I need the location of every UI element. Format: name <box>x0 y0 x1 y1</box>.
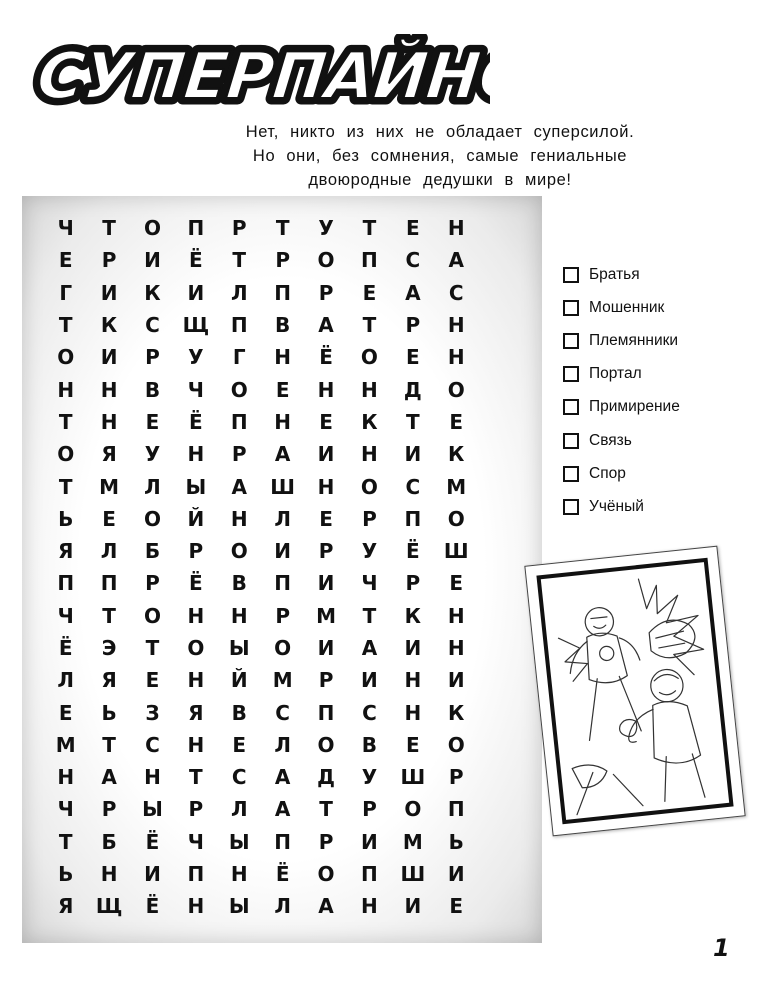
grid-letter[interactable]: Е <box>58 248 73 273</box>
grid-letter[interactable]: Е <box>449 894 464 919</box>
grid-letter[interactable]: Ь <box>448 829 464 854</box>
grid-letter[interactable]: Н <box>187 732 205 757</box>
grid-letter[interactable]: А <box>448 248 464 273</box>
grid-letter[interactable]: Д <box>317 765 335 790</box>
word-list-item <box>563 457 680 490</box>
grid-letter[interactable]: Ё <box>319 345 333 370</box>
grid-letter[interactable]: Р <box>231 216 247 241</box>
grid-row <box>22 729 542 761</box>
page-number: 1 <box>713 934 730 962</box>
grid-letter[interactable]: Ё <box>145 894 160 919</box>
grid-row <box>22 890 542 922</box>
grid-letter[interactable]: О <box>143 506 161 531</box>
grid-letter[interactable]: И <box>317 442 335 467</box>
grid-letter[interactable]: Я <box>188 700 204 725</box>
word-label: Племянники <box>589 331 679 349</box>
grid-letter[interactable]: И <box>187 280 205 305</box>
grid-letter[interactable]: Р <box>362 506 377 531</box>
grid-letter[interactable]: С <box>145 732 160 757</box>
grid-letter[interactable]: Ё <box>189 248 203 273</box>
superheroes-illustration <box>541 562 729 820</box>
grid-letter[interactable]: Ч <box>187 829 204 854</box>
grid-letter[interactable]: Е <box>449 571 464 596</box>
grid-letter[interactable]: Е <box>362 280 377 305</box>
grid-letter[interactable]: Ё <box>189 571 203 596</box>
grid-letter[interactable]: Е <box>449 409 464 434</box>
grid-letter[interactable]: Т <box>102 732 116 757</box>
grid-letter[interactable]: Н <box>187 894 205 919</box>
grid-letter[interactable]: Ё <box>58 636 73 660</box>
grid-letter[interactable]: П <box>274 280 292 305</box>
grid-letter[interactable]: А <box>361 636 378 660</box>
grid-letter[interactable]: Ш <box>400 765 426 790</box>
grid-letter[interactable]: О <box>57 345 75 370</box>
word-checkbox[interactable] <box>563 300 579 316</box>
grid-letter[interactable]: Е <box>275 377 290 402</box>
grid-row <box>22 793 542 825</box>
grid-letter[interactable]: Е <box>58 700 73 725</box>
grid-letter[interactable]: Л <box>274 894 291 919</box>
grid-letter[interactable]: В <box>361 732 378 757</box>
grid-letter[interactable]: Н <box>57 765 75 790</box>
title-logo <box>30 34 490 114</box>
grid-row <box>22 696 542 728</box>
word-label: Мошенник <box>589 298 665 316</box>
grid-letter[interactable]: Я <box>101 668 117 693</box>
grid-letter[interactable]: К <box>361 409 378 434</box>
grid-letter[interactable]: И <box>144 862 161 887</box>
grid-letter[interactable]: К <box>100 313 118 338</box>
grid-letter[interactable]: Т <box>145 636 160 660</box>
word-list-item <box>563 291 680 324</box>
word-label: Портал <box>589 365 642 383</box>
grid-letter[interactable]: Н <box>230 603 248 628</box>
grid-row <box>22 664 542 696</box>
grid-letter[interactable]: Р <box>405 571 421 596</box>
word-list-item <box>563 490 680 523</box>
grid-letter[interactable]: В <box>231 700 247 725</box>
fist-icon-2 <box>619 719 638 738</box>
grid-letter[interactable]: Ё <box>275 862 290 887</box>
grid-letter[interactable]: Н <box>274 345 292 370</box>
grid-letter[interactable]: П <box>57 571 75 596</box>
grid-letter[interactable]: Н <box>230 862 248 887</box>
word-list-item <box>563 258 680 291</box>
grid-letter[interactable]: Б <box>144 539 161 564</box>
grid-letter[interactable]: Т <box>275 216 290 241</box>
grid-letter[interactable]: Ш <box>400 862 426 887</box>
grid-letter[interactable]: М <box>55 732 76 757</box>
grid-letter[interactable]: У <box>318 216 334 241</box>
grid-letter[interactable]: И <box>404 636 422 660</box>
grid-letter[interactable]: П <box>230 409 248 434</box>
title-outline: СУПЕРПАЙНСЫ <box>33 39 490 114</box>
grid-letter[interactable]: Р <box>145 571 160 596</box>
grid-letter[interactable]: П <box>230 313 248 338</box>
word-label: Связь <box>589 431 632 449</box>
grid-letter[interactable]: Ш <box>270 474 295 499</box>
word-label: Примирение <box>589 398 680 416</box>
word-label: Спор <box>589 464 626 482</box>
grid-letter[interactable]: Г <box>232 345 246 370</box>
grid-letter[interactable]: А <box>274 765 291 790</box>
grid-letter[interactable]: Т <box>58 313 73 338</box>
intro-text <box>205 120 675 192</box>
grid-letter[interactable]: П <box>447 797 465 822</box>
grid-letter[interactable]: С <box>405 248 421 273</box>
grid-letter[interactable]: Р <box>275 603 290 628</box>
grid-letter[interactable]: С <box>145 313 160 338</box>
word-list-item <box>563 358 680 391</box>
grid-letter[interactable]: Т <box>102 603 116 628</box>
word-label: Учёный <box>589 497 644 515</box>
grid-letter[interactable]: П <box>317 700 335 725</box>
grid-letter[interactable]: Щ <box>182 313 210 338</box>
grid-letter[interactable]: Р <box>448 765 464 790</box>
coloring-picture <box>524 546 745 837</box>
grid-letter[interactable]: К <box>448 700 465 725</box>
intro-line: двоюродные дедушки в мире! <box>308 171 572 189</box>
grid-letter[interactable]: Л <box>57 668 74 693</box>
grid-letter[interactable]: Ч <box>187 377 204 402</box>
grid-letter[interactable]: М <box>99 474 120 499</box>
word-list-item <box>563 324 680 357</box>
grid-letter[interactable]: Н <box>447 345 465 370</box>
grid-letter[interactable]: Р <box>231 442 247 467</box>
grid-letter[interactable]: О <box>317 732 335 757</box>
word-search-grid <box>22 212 542 923</box>
grid-letter[interactable]: Й <box>230 668 248 693</box>
grid-letter[interactable]: К <box>144 280 161 305</box>
grid-letter[interactable]: Т <box>362 313 377 338</box>
fist-icon <box>648 618 697 660</box>
grid-letter[interactable]: О <box>317 862 335 887</box>
grid-row <box>22 600 542 632</box>
grid-letter[interactable]: И <box>100 345 118 370</box>
grid-letter[interactable]: Н <box>57 377 75 402</box>
grid-letter[interactable]: Г <box>59 280 73 305</box>
word-checkbox[interactable] <box>563 333 579 349</box>
grid-letter[interactable]: Щ <box>95 894 123 919</box>
grid-letter[interactable]: Т <box>362 603 377 628</box>
grid-letter[interactable]: Н <box>274 409 292 434</box>
grid-letter[interactable]: Н <box>447 216 465 241</box>
grid-letter[interactable]: И <box>404 894 422 919</box>
grid-letter[interactable]: Р <box>145 345 160 370</box>
grid-letter[interactable]: О <box>230 377 248 402</box>
grid-letter[interactable]: Н <box>187 603 205 628</box>
grid-letter[interactable]: Ы <box>228 636 250 660</box>
grid-letter[interactable]: П <box>187 862 205 887</box>
intro-line: Но они, без сомнения, самые гениальные <box>252 147 628 165</box>
grid-letter[interactable]: И <box>317 636 335 660</box>
grid-letter[interactable]: Е <box>405 732 420 757</box>
grid-letter[interactable]: О <box>447 506 465 531</box>
grid-letter[interactable]: Н <box>447 636 465 660</box>
grid-letter[interactable]: Е <box>405 345 420 370</box>
grid-letter[interactable]: А <box>318 894 334 919</box>
grid-row <box>22 503 542 535</box>
grid-letter[interactable]: Я <box>57 894 74 919</box>
grid-letter[interactable]: Т <box>319 797 333 822</box>
grid-letter[interactable]: Ы <box>228 894 250 919</box>
grid-letter[interactable]: Е <box>102 506 116 531</box>
grid-row <box>22 826 542 858</box>
grid-letter[interactable]: Ч <box>57 603 74 628</box>
grid-row <box>22 470 542 502</box>
intro-line: Нет, никто из них не обладает суперсилой. <box>245 123 635 141</box>
grid-letter[interactable]: П <box>361 248 378 273</box>
grid-letter[interactable]: Р <box>405 313 421 338</box>
grid-row <box>22 277 542 309</box>
grid-letter[interactable]: О <box>230 539 248 564</box>
grid-letter[interactable]: Ы <box>228 829 250 854</box>
grid-letter[interactable]: У <box>361 539 378 564</box>
grid-letter[interactable]: Н <box>317 377 335 402</box>
grid-letter[interactable]: А <box>318 313 334 338</box>
grid-letter[interactable]: Л <box>274 506 291 531</box>
grid-letter[interactable]: О <box>404 797 422 822</box>
grid-letter[interactable]: Р <box>318 539 334 564</box>
grid-letter[interactable]: А <box>231 474 247 499</box>
grid-letter[interactable]: Н <box>404 700 422 725</box>
grid-letter[interactable]: М <box>446 474 467 499</box>
grid-letter[interactable]: И <box>361 829 378 854</box>
grid-letter[interactable]: А <box>405 280 421 305</box>
grid-letter[interactable]: А <box>101 765 117 790</box>
word-list-item <box>563 391 680 424</box>
grid-row <box>22 341 542 373</box>
grid-letter[interactable]: Я <box>57 539 74 564</box>
grid-letter[interactable]: В <box>144 377 161 402</box>
grid-letter[interactable]: Н <box>100 377 118 402</box>
grid-letter[interactable]: М <box>272 668 293 693</box>
grid-letter[interactable]: Ё <box>189 409 203 434</box>
grid-letter[interactable]: П <box>361 862 378 887</box>
grid-letter[interactable]: С <box>275 700 290 725</box>
word-checkbox[interactable] <box>563 433 579 449</box>
word-checkbox[interactable] <box>563 267 579 283</box>
grid-row <box>22 761 542 793</box>
grid-letter[interactable]: Р <box>101 248 117 273</box>
grid-letter[interactable]: Ь <box>101 700 117 725</box>
grid-letter[interactable]: Н <box>447 313 465 338</box>
grid-row <box>22 535 542 567</box>
grid-letter[interactable]: Р <box>275 248 290 273</box>
grid-letter[interactable]: Н <box>100 862 118 887</box>
grid-letter[interactable]: О <box>57 442 75 467</box>
grid-letter[interactable]: Т <box>189 765 203 790</box>
grid-letter[interactable]: Ь <box>58 506 74 531</box>
grid-letter[interactable]: С <box>362 700 377 725</box>
grid-letter[interactable]: У <box>144 442 161 467</box>
grid-letter[interactable]: И <box>447 668 465 693</box>
grid-letter[interactable]: Й <box>187 506 205 531</box>
grid-letter[interactable]: Р <box>318 668 334 693</box>
grid-row <box>22 309 542 341</box>
grid-letter[interactable]: Л <box>100 539 118 564</box>
grid-letter[interactable]: К <box>448 442 465 467</box>
grid-letter[interactable]: Н <box>230 506 248 531</box>
grid-letter[interactable]: Н <box>361 377 378 402</box>
word-checkbox[interactable] <box>563 499 579 515</box>
grid-letter[interactable]: Ё <box>145 829 160 854</box>
grid-letter[interactable]: И <box>274 539 292 564</box>
word-list-item <box>563 424 680 457</box>
grid-row <box>22 373 542 405</box>
grid-letter[interactable]: А <box>274 797 291 822</box>
grid-letter[interactable]: Л <box>230 280 248 305</box>
grid-letter[interactable]: Л <box>274 732 291 757</box>
grid-letter[interactable]: Р <box>318 280 334 305</box>
grid-letter[interactable]: Т <box>405 409 420 434</box>
grid-letter[interactable]: Р <box>101 797 117 822</box>
word-list <box>563 258 680 524</box>
burst-lines-icon <box>638 573 706 679</box>
picture-frame <box>536 558 733 825</box>
grid-letter[interactable]: Т <box>232 248 247 273</box>
grid-letter[interactable]: Я <box>101 442 117 467</box>
grid-letter[interactable]: Д <box>403 377 422 402</box>
grid-letter[interactable]: С <box>448 280 464 305</box>
word-checkbox[interactable] <box>563 466 579 482</box>
grid-letter[interactable]: Ы <box>185 474 207 499</box>
grid-letter[interactable]: Н <box>187 442 205 467</box>
grid-letter[interactable]: Н <box>404 668 422 693</box>
grid-letter[interactable]: С <box>231 765 247 790</box>
grid-letter[interactable]: О <box>187 636 205 660</box>
grid-letter[interactable]: Е <box>145 409 160 434</box>
grid-letter[interactable]: А <box>274 442 291 467</box>
word-checkbox[interactable] <box>563 366 579 382</box>
grid-letter[interactable]: У <box>188 345 204 370</box>
grid-letter[interactable]: О <box>447 377 465 402</box>
grid-letter[interactable]: В <box>231 571 247 596</box>
grid-letter[interactable]: Ь <box>58 862 74 887</box>
grid-letter[interactable]: И <box>361 668 378 693</box>
grid-row <box>22 438 542 470</box>
grid-letter[interactable]: О <box>274 636 292 660</box>
grid-letter[interactable]: Р <box>362 797 377 822</box>
grid-letter[interactable]: П <box>404 506 422 531</box>
grid-letter[interactable]: О <box>360 474 378 499</box>
grid-letter[interactable]: Ч <box>57 797 74 822</box>
grid-row <box>22 632 542 664</box>
grid-letter[interactable]: О <box>360 345 378 370</box>
grid-letter[interactable]: П <box>100 571 118 596</box>
grid-letter[interactable]: Т <box>58 829 73 854</box>
grid-letter[interactable]: Л <box>144 474 161 499</box>
grid-letter[interactable]: Т <box>362 216 377 241</box>
grid-letter[interactable]: Б <box>101 829 117 854</box>
grid-letter[interactable]: Н <box>317 474 335 499</box>
grid-letter[interactable]: Р <box>188 539 204 564</box>
grid-letter[interactable]: Е <box>145 668 160 693</box>
grid-row <box>22 406 542 438</box>
grid-letter[interactable]: Н <box>187 668 205 693</box>
grid-letter[interactable]: М <box>316 603 336 628</box>
grid-letter[interactable]: О <box>143 603 161 628</box>
grid-letter[interactable]: Н <box>361 442 378 467</box>
grid-letter[interactable]: О <box>317 248 335 273</box>
grid-letter[interactable]: И <box>317 571 335 596</box>
grid-letter[interactable]: Е <box>405 216 420 241</box>
grid-letter[interactable]: Л <box>230 797 248 822</box>
grid-letter[interactable]: Р <box>188 797 204 822</box>
grid-letter[interactable]: В <box>275 313 291 338</box>
word-label: Братья <box>589 265 640 283</box>
grid-letter[interactable]: Т <box>102 216 116 241</box>
grid-row <box>22 212 542 244</box>
grid-row <box>22 858 542 890</box>
grid-letter[interactable]: У <box>361 765 378 790</box>
grid-letter[interactable]: Н <box>361 894 378 919</box>
grid-row <box>22 567 542 599</box>
grid-letter[interactable]: М <box>402 829 423 854</box>
grid-row <box>22 244 542 276</box>
grid-letter[interactable]: Т <box>58 409 73 434</box>
grid-letter[interactable]: Н <box>144 765 161 790</box>
grid-letter[interactable]: Ш <box>443 539 469 564</box>
grid-letter[interactable]: И <box>144 248 161 273</box>
grid-letter[interactable]: Ч <box>57 216 74 241</box>
grid-letter[interactable]: П <box>274 571 292 596</box>
grid-letter[interactable]: Н <box>100 409 118 434</box>
grid-letter[interactable]: П <box>274 829 292 854</box>
grid-letter[interactable]: К <box>404 603 421 628</box>
grid-letter[interactable]: П <box>187 216 205 241</box>
grid-letter[interactable]: Ы <box>142 797 163 822</box>
grid-letter[interactable]: Ё <box>405 539 420 564</box>
grid-letter[interactable]: О <box>447 732 465 757</box>
title-fill: СУПЕРПАЙНСЫ <box>33 39 490 114</box>
grid-letter[interactable]: Е <box>319 506 333 531</box>
grid-letter[interactable]: Ч <box>361 571 378 596</box>
grid-letter[interactable]: Е <box>232 732 247 757</box>
page-title <box>30 34 490 114</box>
word-checkbox[interactable] <box>563 399 579 415</box>
grid-letter[interactable]: Э <box>101 636 117 660</box>
grid-letter[interactable]: Т <box>58 474 73 499</box>
grid-letter[interactable]: Н <box>447 603 465 628</box>
grid-letter[interactable]: И <box>447 862 465 887</box>
grid-letter[interactable]: О <box>143 216 161 241</box>
grid-letter[interactable]: Р <box>318 829 334 854</box>
grid-letter[interactable]: И <box>100 280 118 305</box>
grid-letter[interactable]: Е <box>319 409 333 434</box>
grid-letter[interactable]: С <box>405 474 421 499</box>
grid-letter[interactable]: З <box>145 700 160 725</box>
grid-letter[interactable]: И <box>404 442 422 467</box>
